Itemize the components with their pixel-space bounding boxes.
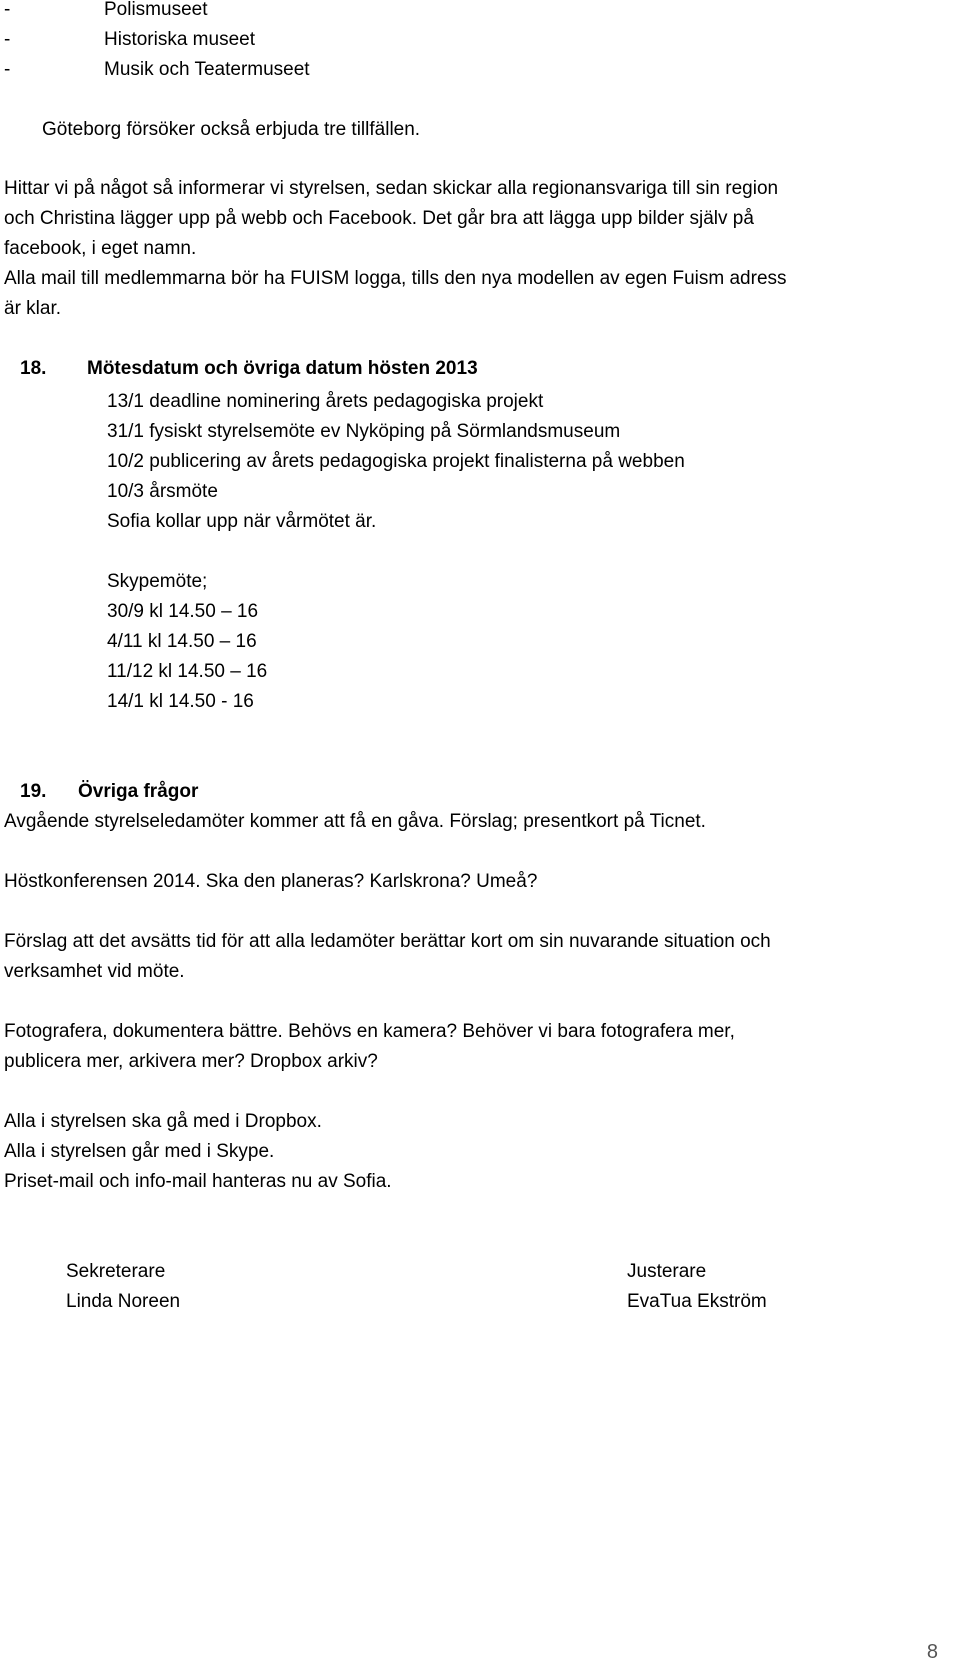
skype-heading: Skypemöte; [107,571,208,592]
text-line: Förslag att det avsätts tid för att alla ledamöter berättar kort om sin nuvarande situation och [4,931,771,952]
goteborg-line: Göteborg försöker också erbjuda tre tillfällen. [42,119,421,140]
section-title: Övriga frågor [78,781,199,802]
gift-paragraph: Avgående styrelseledamöter kommer att få en gåva. Förslag; presentkort på Ticnet. [4,811,706,832]
section-18-items [107,387,685,537]
date-item: 31/1 fysiskt styrelsemöte ev Nyköping på Sörmlandsmuseum [107,421,621,442]
list-bullet: - [4,29,11,50]
secretary-name: Linda Noreen [66,1291,181,1312]
list-bullet: - [4,0,11,20]
text-line: Alla i styrelsen går med i Skype. [4,1141,275,1162]
skype-date: 30/9 kl 14.50 – 16 [107,601,259,622]
text-line: Priset-mail och info-mail hanteras nu av Sofia. [4,1171,392,1192]
skype-date: 14/1 kl 14.50 - 16 [107,691,254,712]
date-item: 10/2 publicering av årets pedagogiska projekt finalisterna på webben [107,451,685,472]
signature-left [66,1257,180,1317]
section-19-heading [20,777,198,807]
section-number: 19. [20,781,47,802]
board-paragraph [4,1107,392,1197]
page-number: 8 [926,1641,938,1663]
text-line: Alla i styrelsen ska gå med i Dropbox. [4,1111,322,1132]
section-title: Mötesdatum och övriga datum hösten 2013 [87,358,478,379]
museum-name: Polismuseet [104,0,208,20]
signature-right [627,1257,767,1317]
museum-list [4,0,310,85]
adjuster-name: EvaTua Ekström [627,1291,767,1312]
museum-name: Historiska museet [104,29,255,50]
date-item: 10/3 årsmöte [107,481,218,502]
conference-paragraph: Höstkonferensen 2014. Ska den planeras? Karlskrona? Umeå? [4,871,538,892]
museum-name: Musik och Teatermuseet [104,59,310,80]
info-paragraph [4,174,787,324]
section-18-heading [20,354,478,384]
secretary-role: Sekreterare [66,1261,166,1282]
list-bullet: - [4,59,11,80]
proposal-paragraph [4,927,771,987]
list-item [4,25,310,55]
photo-paragraph [4,1017,735,1077]
list-item [4,55,310,85]
skype-meetings [107,567,267,717]
text-line: Fotografera, dokumentera bättre. Behövs en kamera? Behöver vi bara fotografera mer, [4,1021,735,1042]
text-line: Alla mail till medlemmarna bör ha FUISM logga, tills den nya modellen av egen Fuism adress [4,268,787,289]
adjuster-role: Justerare [627,1261,707,1282]
date-item: 13/1 deadline nominering årets pedagogiska projekt [107,391,544,412]
skype-date: 4/11 kl 14.50 – 16 [107,631,257,652]
text-line: verksamhet vid möte. [4,961,185,982]
text-line: publicera mer, arkivera mer? Dropbox arkiv? [4,1051,378,1072]
text-line: facebook, i eget namn. [4,238,197,259]
text-line: och Christina lägger upp på webb och Facebook. Det går bra att lägga upp bilder själv på [4,208,754,229]
skype-date: 11/12 kl 14.50 – 16 [107,661,268,682]
text-line: Hittar vi på något så informerar vi styrelsen, sedan skickar alla regionansvariga till sin region [4,178,779,199]
text-line: är klar. [4,298,62,319]
list-item [4,0,310,25]
section-number: 18. [20,358,47,379]
date-item: Sofia kollar upp när vårmötet är. [107,511,377,532]
